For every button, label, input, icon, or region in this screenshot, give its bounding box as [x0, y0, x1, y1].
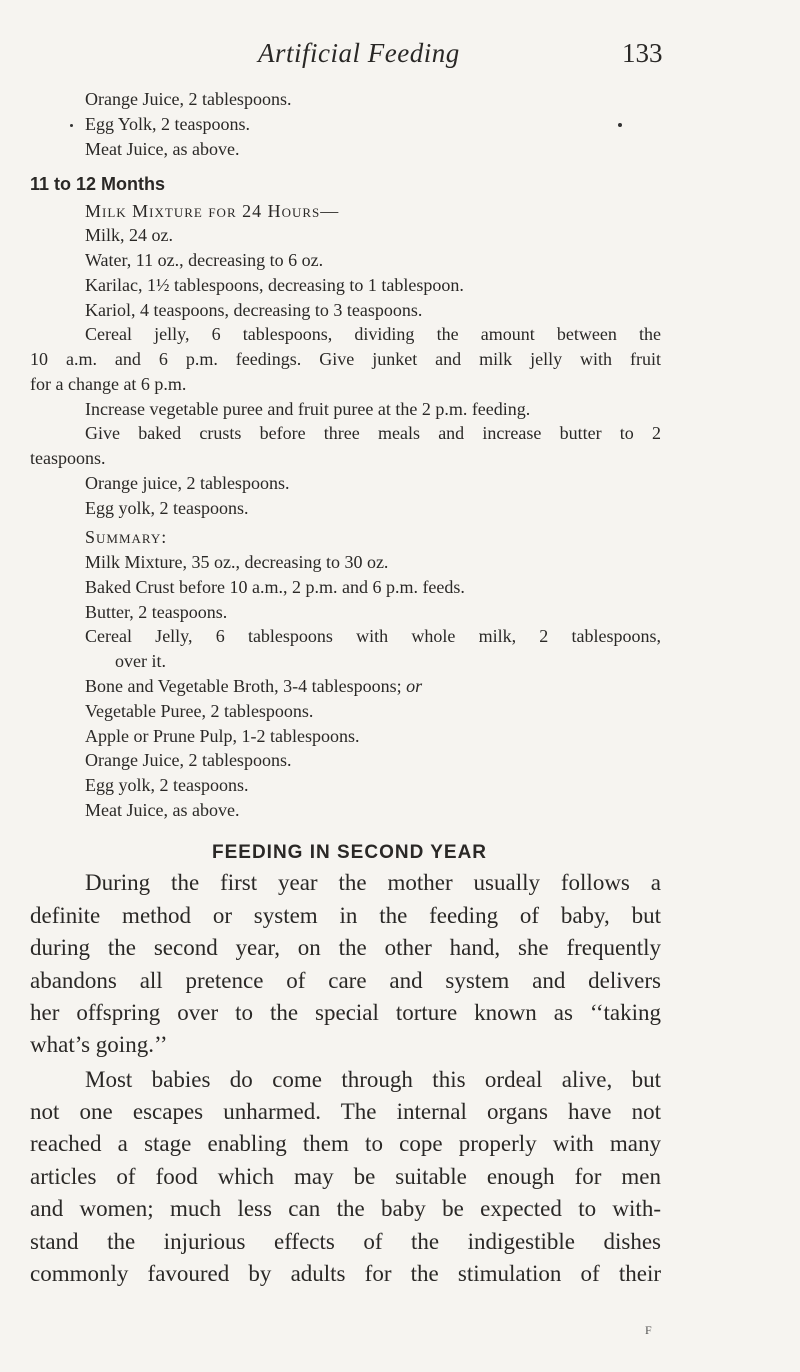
- milk-mixture-heading: Milk Mixture for 24 Hours—: [85, 201, 340, 221]
- summary-item: Vegetable Puree, 2 tablespoons.: [85, 701, 314, 721]
- signature-mark: F: [645, 1323, 652, 1337]
- list-item: Milk, 24 oz.: [85, 225, 173, 245]
- summary-item: Apple or Prune Pulp, 1-2 tablespoons.: [85, 726, 360, 746]
- paragraph-line: during the second year, on the other hand, she frequently: [30, 935, 661, 960]
- summary-item: Orange Juice, 2 tablespoons.: [85, 750, 292, 770]
- summary-item: over it.: [115, 651, 166, 671]
- paragraph-line: reached a stage enabling them to cope properly with many: [30, 1131, 661, 1156]
- summary-item: Cereal Jelly, 6 tablespoons with whole milk, 2 tablespoons,: [85, 626, 661, 646]
- summary-item: Butter, 2 teaspoons.: [85, 602, 228, 622]
- months-heading: 11 to 12 Months: [30, 174, 166, 194]
- ink-speck: [70, 124, 73, 127]
- paragraph-line: definite method or system in the feeding of baby, but: [30, 903, 661, 928]
- list-item: Karilac, 1½ tablespoons, decreasing to 1 tablespoon.: [85, 275, 464, 295]
- summary-item: Meat Juice, as above.: [85, 800, 240, 820]
- page-number: 133: [622, 38, 663, 68]
- list-item: Egg yolk, 2 teaspoons.: [85, 498, 249, 518]
- paragraph-line: Give baked crusts before three meals and increase butter to 2: [85, 423, 661, 443]
- list-item: Orange juice, 2 tablespoons.: [85, 473, 290, 493]
- paragraph-line: her offspring over to the special torture known as ‘‘taking: [30, 1000, 661, 1025]
- list-item: Meat Juice, as above.: [85, 139, 240, 159]
- paragraph-line: for a change at 6 p.m.: [30, 374, 187, 394]
- paragraph-line: Increase vegetable puree and fruit puree at the 2 p.m. feeding.: [85, 399, 531, 419]
- page-header: [0, 38, 800, 74]
- paragraph-line: stand the injurious effects of the indigestible dishes: [30, 1229, 661, 1254]
- paragraph-line: articles of food which may be suitable enough for men: [30, 1164, 661, 1189]
- paragraph-line: and women; much less can the baby be expected to with-: [30, 1196, 661, 1221]
- paragraph-line: Cereal jelly, 6 tablespoons, dividing the amount between the: [85, 324, 661, 344]
- paragraph-line: During the first year the mother usually follows a: [85, 870, 661, 895]
- summary-item: [85, 675, 422, 697]
- list-item: Water, 11 oz., decreasing to 6 oz.: [85, 250, 324, 270]
- list-item: Kariol, 4 teaspoons, decreasing to 3 teaspoons.: [85, 300, 423, 320]
- paragraph-line: Most babies do come through this ordeal alive, but: [85, 1067, 661, 1092]
- paragraph-line: teaspoons.: [30, 448, 106, 468]
- paragraph-line: what’s going.’’: [30, 1032, 168, 1057]
- summary-item: Egg yolk, 2 teaspoons.: [85, 775, 249, 795]
- paragraph-line: not one escapes unharmed. The internal organs have not: [30, 1099, 661, 1124]
- list-item: Orange Juice, 2 tablespoons.: [85, 89, 292, 109]
- summary-or: or: [406, 676, 423, 696]
- paragraph-line: abandons all pretence of care and system and delivers: [30, 968, 661, 993]
- summary-item: Milk Mixture, 35 oz., decreasing to 30 oz.: [85, 552, 389, 572]
- ink-speck: [618, 123, 622, 127]
- summary-item-text: Bone and Vegetable Broth, 3-4 tablespoons;: [85, 676, 402, 696]
- paragraph-line: commonly favoured by adults for the stimulation of their: [30, 1261, 661, 1286]
- paragraph-line: 10 a.m. and 6 p.m. feedings. Give junket and milk jelly with fruit: [30, 349, 661, 369]
- running-title: Artificial Feeding: [258, 38, 460, 68]
- list-item: Egg Yolk, 2 teaspoons.: [85, 114, 251, 134]
- summary-heading: Summary:: [85, 527, 168, 547]
- section-heading: FEEDING IN SECOND YEAR: [212, 842, 488, 863]
- summary-item: Baked Crust before 10 a.m., 2 p.m. and 6 p.m. feeds.: [85, 577, 465, 597]
